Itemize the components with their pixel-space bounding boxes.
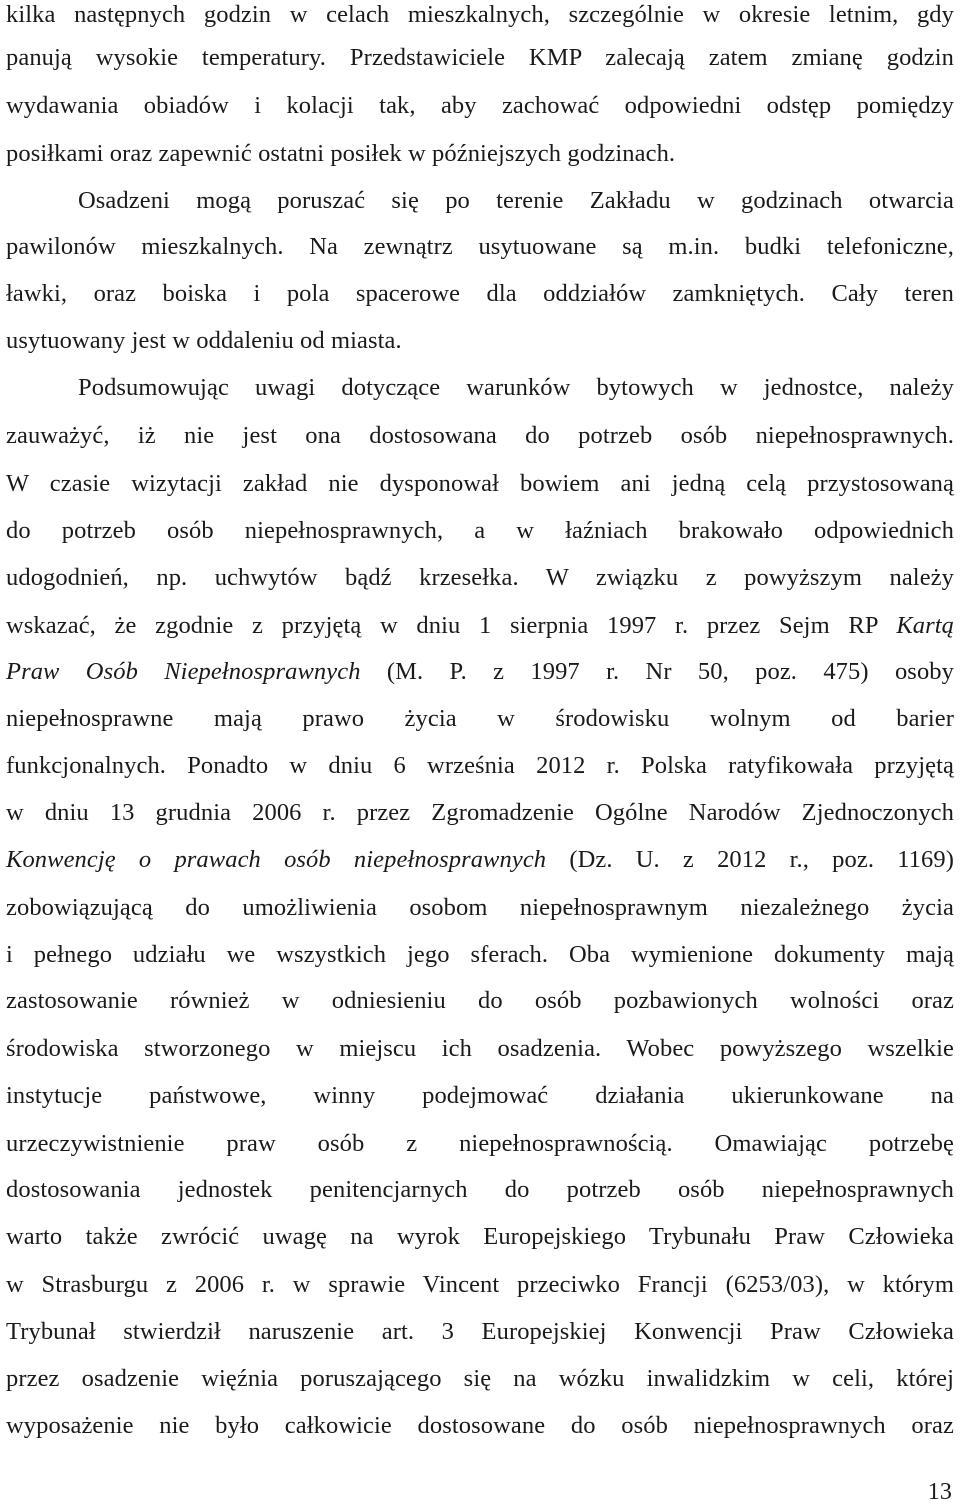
text-segment: (M. P. z 1997 r. Nr 50, poz. 475) osoby	[386, 658, 954, 685]
text-line: posiłkami oraz zapewnić ostatni posiłek w późniejszych godzinach.	[6, 140, 676, 167]
text-line: niepełnosprawne mają prawo życia w środowisku wolnym od barier	[6, 705, 954, 732]
page-number: 13	[927, 1479, 952, 1505]
text-line: Trybunał stwierdził naruszenie art. 3 Europejskiej Konwencji Praw Człowieka	[6, 1318, 954, 1345]
text-segment: wskazać, że zgodnie z przyjętą w dniu 1 sierpnia 1997 r. przez Sejm RP	[6, 612, 878, 639]
text-line: instytucje państwowe, winny podejmować działania ukierunkowane na	[6, 1082, 954, 1109]
text-line: ławki, oraz boiska i pola spacerowe dla oddziałów zamkniętych. Cały teren	[6, 280, 954, 307]
text-line: w Strasburgu z 2006 r. w sprawie Vincent przeciwko Francji (6253/03), w którym	[6, 1271, 954, 1298]
italic-title: Kartą	[896, 612, 954, 639]
text-line	[6, 611, 954, 641]
text-line: urzeczywistnienie praw osób z niepełnosprawnością. Omawiając potrzebę	[6, 1130, 954, 1157]
text-line: wydawania obiadów i kolacji tak, aby zachować odpowiedni odstęp pomiędzy	[6, 92, 954, 119]
text-line	[6, 657, 954, 687]
text-line: usytuowany jest w oddaleniu od miasta.	[6, 327, 402, 354]
text-line: pawilonów mieszkalnych. Na zewnątrz usytuowane są m.in. budki telefoniczne,	[6, 233, 954, 260]
text-line: Osadzeni mogą poruszać się po terenie Zakładu w godzinach otwarcia	[78, 187, 954, 214]
text-line	[6, 845, 954, 875]
text-line: i pełnego udziału we wszystkich jego sferach. Oba wymienione dokumenty mają	[6, 941, 954, 968]
text-line: wyposażenie nie było całkowicie dostosowane do osób niepełnosprawnych oraz	[6, 1412, 954, 1439]
text-line: dostosowania jednostek penitencjarnych do potrzeb osób niepełnosprawnych	[6, 1176, 954, 1203]
text-line: zauważyć, iż nie jest ona dostosowana do potrzeb osób niepełnosprawnych.	[6, 422, 954, 449]
text-line: środowiska stworzonego w miejscu ich osadzenia. Wobec powyższego wszelkie	[6, 1035, 954, 1062]
text-line: przez osadzenie więźnia poruszającego się na wózku inwalidzkim w celi, której	[6, 1365, 954, 1392]
text-line: zastosowanie również w odniesieniu do osób pozbawionych wolności oraz	[6, 987, 954, 1014]
text-line: Podsumowując uwagi dotyczące warunków bytowych w jednostce, należy	[78, 374, 954, 401]
text-line: zobowiązującą do umożliwienia osobom niepełnosprawnym niezależnego życia	[6, 894, 954, 921]
text-line: udogodnień, np. uchwytów bądź krzesełka. W związku z powyższym należy	[6, 564, 954, 591]
text-segment: (Dz. U. z 2012 r., poz. 1169)	[569, 846, 954, 873]
text-line: kilka następnych godzin w celach mieszkalnych, szczególnie w okresie letnim, gdy	[6, 1, 954, 28]
text-line: panują wysokie temperatury. Przedstawiciele KMP zalecają zatem zmianę godzin	[6, 44, 954, 71]
italic-title: Praw Osób Niepełnosprawnych	[6, 658, 361, 685]
text-line: w dniu 13 grudnia 2006 r. przez Zgromadzenie Ogólne Narodów Zjednoczonych	[6, 799, 954, 826]
text-line: warto także zwrócić uwagę na wyrok Europejskiego Trybunału Praw Człowieka	[6, 1223, 954, 1250]
text-line: W czasie wizytacji zakład nie dysponował bowiem ani jedną celą przystosowaną	[6, 470, 954, 497]
text-line: do potrzeb osób niepełnosprawnych, a w łaźniach brakowało odpowiednich	[6, 517, 954, 544]
italic-title: Konwencję o prawach osób niepełnosprawnych	[6, 846, 547, 873]
text-line: funkcjonalnych. Ponadto w dniu 6 września 2012 r. Polska ratyfikowała przyjętą	[6, 752, 954, 779]
